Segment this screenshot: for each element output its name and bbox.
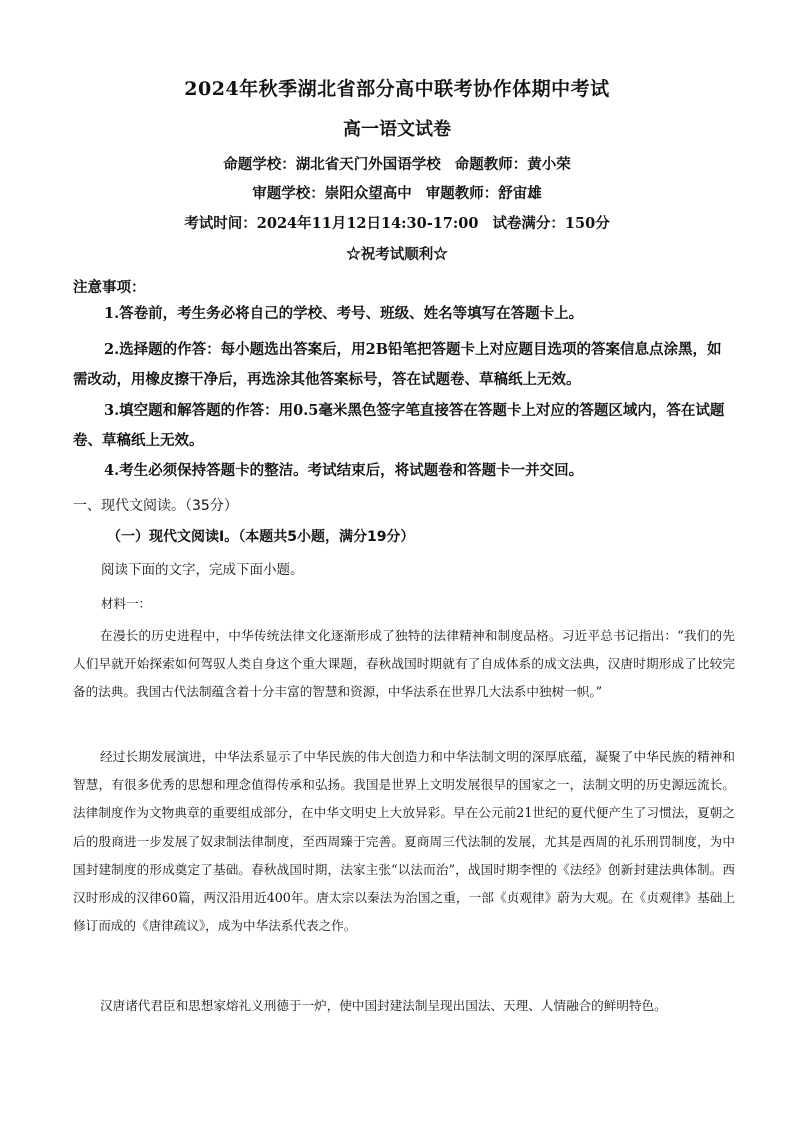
material-paragraph-3: 汉唐诸代君臣和思想家熔礼义刑德于一炉，使中国封建法制呈现出国法、天理、人情融合的鲜明特色。: [100, 998, 667, 1013]
exam-title: 2024年秋季湖北省部分高中联考协作体期中考试: [184, 78, 610, 100]
reviewer-line: [0, 182, 794, 203]
notice-item-2: 2.选择题的作答：每小题选出答案后，用2B铅笔把答题卡上对应题目选项的答案信息点涂黑，如需改动，用橡皮擦干净后，再选涂其他答案标号，答在试题卷、草稿纸上无效。: [73, 341, 722, 388]
reviewer-teacher: 审题教师：舒宙雄: [425, 185, 542, 202]
setter-teacher: 命题教师：黄小荣: [454, 156, 571, 173]
good-luck-wish: ☆祝考试顺利☆: [346, 246, 448, 263]
paper-title: 高一语文试卷: [343, 119, 451, 140]
reviewer-school: 审题学校：崇阳众望高中: [252, 185, 412, 202]
full-score: 试卷满分：150分: [492, 215, 610, 232]
notice-item-1: 1.答卷前，考生务必将自己的学校、考号、班级、姓名等填写在答题卡上。: [104, 305, 584, 322]
setter-line: [0, 153, 794, 174]
notice-item-3: 3.填空题和解答题的作答：用0.5毫米黑色签字笔直接答在答题卡上对应的答题区域内，答在试题卷、草稿纸上无效。: [73, 402, 725, 449]
material-label: 材料一：: [101, 596, 152, 611]
material-paragraph-1: 在漫长的历史进程中，中华传统法律文化逐渐形成了独特的法律精神和制度品格。习近平总书记指出：“我们的先人们早就开始探索如何驾驭人类自身这个重大课题，春秋战国时期就有了自成体系的成文法典，汉唐时期形成了比较完备的法典。我国古代法制蕴含着十分丰富的智慧和资源，中华法系在世界几大法系中独树一帜。”: [73, 628, 735, 700]
material-paragraph-2: 经过长期发展演进，中华法系显示了中华民族的伟大创造力和中华法制文明的深厚底蕴，凝聚了中华民族的精神和智慧，有很多优秀的思想和理念值得传承和弘扬。我国是世界上文明发展很早的国家之一，法制文明的历史源远流长。法律制度作为文物典章的重要组成部分，在中华文明史上大放异彩。早在公元前21世纪的夏代便产生了习惯法，夏朝之后的殷商进一步发展了奴隶制法律制度，至西周臻于完善。夏商周三代法制的发展，尤其是西周的礼乐刑罚制度，为中国封建制度的形成奠定了基础。春秋战国时期，法家主张“以法而治”，战国时期李悝的《法经》创新封建法典体制。西汉时形成的汉律60篇，两汉沿用近400年。唐太宗以秦法为治国之重，一部《贞观律》蔚为大观。在《贞观律》基础上修订而成的《唐律疏议》，成为中华法系代表之作。: [73, 749, 735, 934]
notice-title: 注意事项：: [73, 279, 146, 296]
subsection-heading: （一）现代文阅读Ⅰ。（本题共5小题，满分19分）: [107, 529, 415, 545]
exam-time: 考试时间：2024年11月12日14:30-17:00: [184, 215, 479, 232]
exam-time-line: [0, 212, 794, 233]
reading-instruction: 阅读下面的文字，完成下面小题。: [101, 562, 304, 578]
setter-school: 命题学校：湖北省天门外国语学校: [223, 156, 441, 173]
section-heading: 一、现代文阅读。（35分）: [73, 498, 238, 514]
notice-item-4: 4.考生必须保持答题卡的整洁。考试结束后，将试题卷和答题卡一并交回。: [104, 462, 584, 479]
